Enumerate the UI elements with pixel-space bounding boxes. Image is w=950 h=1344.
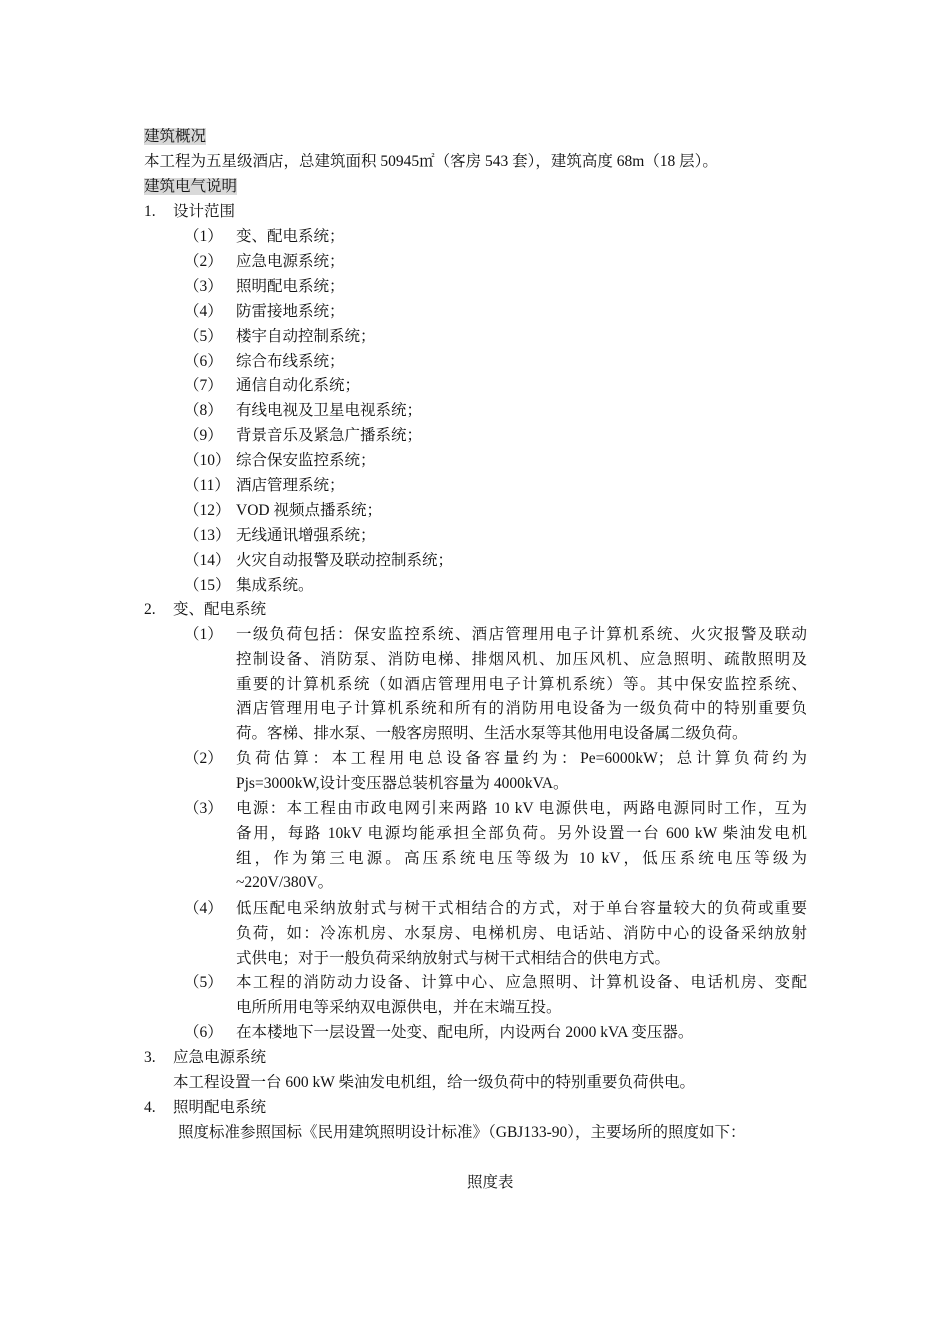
power-item-text-line: 重要的计算机系统（如酒店管理用电子计算机系统）等。其中保安监控系统、 <box>236 675 807 693</box>
section-4-heading: 4. 照明配电系统 <box>144 1099 267 1116</box>
scope-item-number: （10） <box>184 452 231 470</box>
heading-overview: 建筑概况 <box>144 128 207 145</box>
power-item-number: （4） <box>184 900 223 917</box>
scope-item-text: 综合保安监控系统； <box>236 452 376 470</box>
scope-item-text: 无线通讯增强系统； <box>236 526 376 544</box>
scope-item-number: （3） <box>184 277 223 295</box>
scope-item-text: 照明配电系统； <box>236 277 345 295</box>
scope-item-number: （2） <box>184 252 223 270</box>
section-3-heading: 3. 应急电源系统 <box>144 1049 267 1066</box>
scope-item-text: 酒店管理系统； <box>236 477 345 494</box>
power-item-number: （3） <box>184 800 223 817</box>
power-item-text-line: 控制设备、消防泵、消防电梯、排烟风机、加压风机、应急照明、疏散照明及 <box>236 650 807 668</box>
scope-item-text: 综合布线系统； <box>236 352 345 370</box>
power-item-text-line: 式供电；对于一般负荷采纳放射式与树干式相结合的供电方式。 <box>236 949 671 967</box>
power-item-text-line: 电源：本工程由市政电网引来两路 10 kV 电源供电，两路电源同时工作，互为 <box>236 800 807 817</box>
scope-item-number: （6） <box>184 352 223 370</box>
scope-item-number: （8） <box>184 402 223 420</box>
section-1-heading: 1. 设计范围 <box>144 203 236 220</box>
scope-item-number: （7） <box>184 377 223 395</box>
scope-item-number: （1） <box>184 228 223 245</box>
table-title: 照度表 <box>467 1174 514 1191</box>
power-item-text-line: 备用，每路 10kV 电源均能承担全部负荷。另外设置一台 600 kW 柴油发电机 <box>236 824 807 842</box>
power-item-text-line: 低压配电采纳放射式与树干式相结合的方式，对于单台容量较大的负荷或重要 <box>236 900 807 917</box>
scope-item-number: （5） <box>184 327 223 345</box>
power-item-text-line: 本工程的消防动力设备、计算中心、应急照明、计算机设备、电话机房、变配 <box>236 974 807 991</box>
power-item-text-line: 电所所用电等采纳双电源供电，并在末端互投。 <box>236 998 562 1016</box>
scope-item-number: （4） <box>184 302 223 320</box>
section-2-heading: 2. 变、配电系统 <box>144 601 267 618</box>
scope-item-number: （11） <box>184 477 230 494</box>
scope-item-text: 变、配电系统； <box>236 228 345 245</box>
scope-item-text: 背景音乐及紧急广播系统； <box>236 427 423 445</box>
power-item-text-line: 一级负荷包括：保安监控系统、酒店管理用电子计算机系统、火灾报警及联动 <box>236 626 807 643</box>
scope-item-text: 集成系统。 <box>236 576 314 594</box>
overview-text: 本工程为五星级酒店，总建筑面积 50945㎡（客房 543 套），建筑高度 68m（18 层）。 <box>144 153 718 170</box>
scope-item-text: 应急电源系统； <box>236 252 345 270</box>
power-item-number: （1） <box>184 626 223 643</box>
scope-item-text: 防雷接地系统； <box>236 302 345 320</box>
scope-item-number: （13） <box>184 526 231 544</box>
scope-item-text: 有线电视及卫星电视系统； <box>236 402 423 420</box>
emergency-text: 本工程设置一台 600 kW 柴油发电机组，给一级负荷中的特别重要负荷供电。 <box>173 1074 695 1091</box>
lighting-text: 照度标准参照国标《民用建筑照明设计标准》（GBJ133-90），主要场所的照度如下： <box>178 1124 746 1141</box>
scope-item-number: （14） <box>184 551 231 569</box>
power-item-text-line: 组，作为第三电源。高压系统电压等级为 10 kV，低压系统电压等级为 <box>236 849 807 867</box>
power-item-text-line: 在本楼地下一层设置一处变、配电所，内设两台 2000 kVA 变压器。 <box>236 1024 694 1041</box>
power-item-text-line: Pjs=3000kW,设计变压器总装机容量为 4000kVA。 <box>236 774 569 792</box>
power-item-text-line: 酒店管理用电子计算机系统和所有的消防用电设备为一级负荷中的特别重要负 <box>236 700 807 718</box>
heading-electrical: 建筑电气说明 <box>144 178 238 195</box>
power-item-number: （2） <box>184 750 223 767</box>
power-item-text-line: ~220V/380V。 <box>236 874 334 892</box>
scope-item-text: 火灾自动报警及联动控制系统； <box>236 551 454 569</box>
scope-item-number: （15） <box>184 576 231 594</box>
power-item-text-line: 负荷，如：冷冻机房、水泵房、电梯机房、电话站、消防中心的设备采纳放射 <box>236 924 807 942</box>
power-item-number: （5） <box>184 974 223 991</box>
scope-item-number: （9） <box>184 427 223 445</box>
scope-item-text: 楼宇自动控制系统； <box>236 327 376 345</box>
scope-item-text: 通信自动化系统； <box>236 377 361 395</box>
scope-item-text: VOD 视频点播系统； <box>236 501 382 519</box>
scope-item-number: （12） <box>184 501 231 519</box>
power-item-number: （6） <box>184 1024 223 1041</box>
power-item-text-line: 负荷估算：本工程用电总设备容量约为：Pe=6000kW；总计算负荷约为 <box>236 750 807 767</box>
power-item-text-line: 荷。客梯、排水泵、一般客房照明、生活水泵等其他用电设备属二级负荷。 <box>236 725 748 743</box>
